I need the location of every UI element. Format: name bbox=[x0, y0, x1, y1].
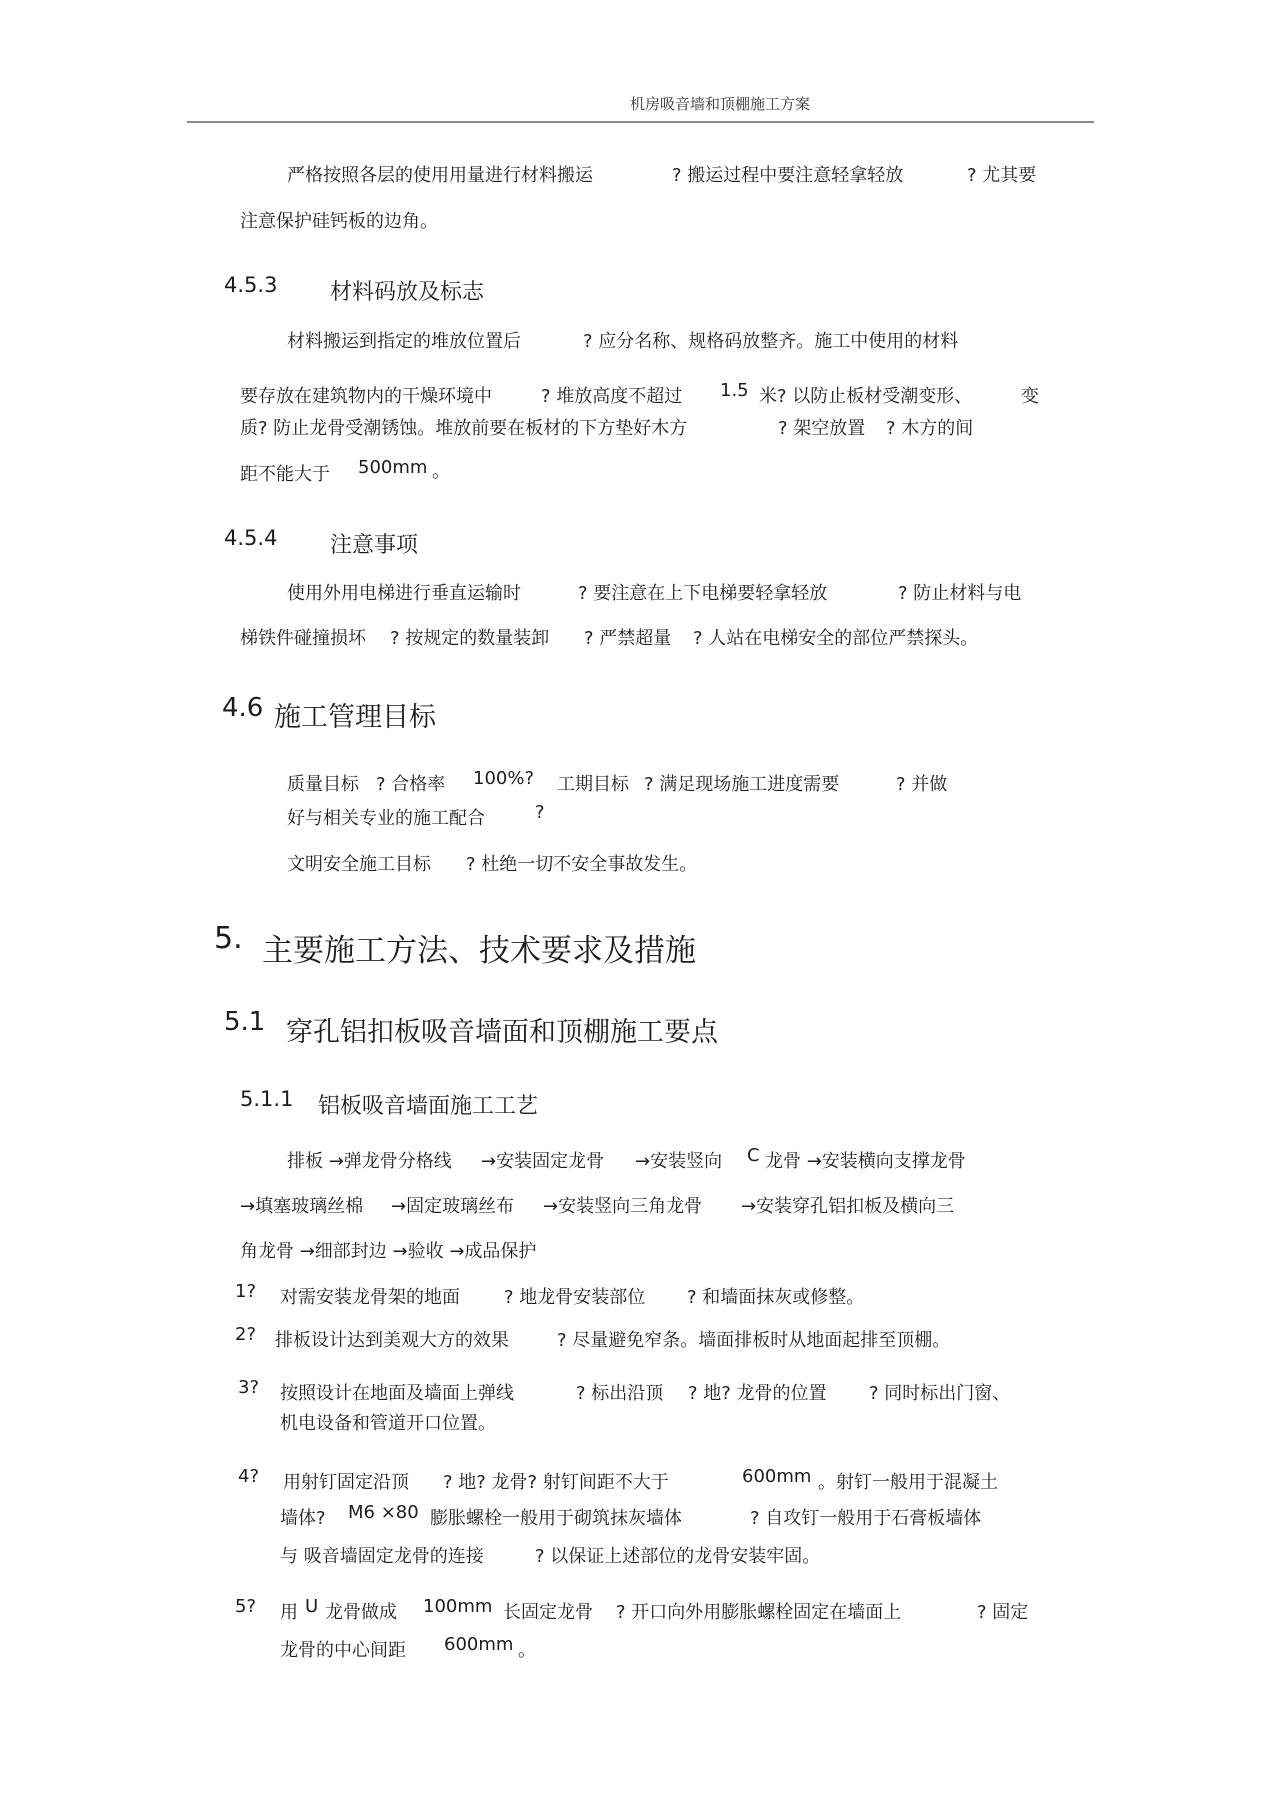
list-item: 600mm bbox=[742, 1466, 812, 1487]
body-text: 使用外用电梯进行垂直运输时 bbox=[287, 583, 521, 604]
process-flow: 龙骨 →安装横向支撑龙骨 bbox=[765, 1151, 966, 1172]
section-heading: 材料码放及标志 bbox=[330, 280, 485, 305]
list-item: 长固定龙骨 bbox=[503, 1602, 593, 1623]
body-text: ? 按规定的数量装卸 bbox=[390, 628, 550, 649]
list-item: 龙骨的中心间距 bbox=[280, 1640, 406, 1661]
section-heading: 注意事项 bbox=[330, 533, 419, 558]
list-item: 对需安装龙骨架的地面 bbox=[280, 1287, 460, 1308]
list-item: 600mm bbox=[444, 1634, 514, 1655]
list-item-number: 4? bbox=[238, 1466, 260, 1487]
body-text: ? 架空放置 bbox=[778, 418, 866, 439]
section-number: 4.5.4 bbox=[224, 526, 278, 550]
body-text: 100%? bbox=[473, 768, 535, 789]
list-item: ? 以保证上述部位的龙骨安装牢固。 bbox=[535, 1546, 821, 1567]
list-item: ? 尽量避免窄条。墙面排板时从地面起排至顶棚。 bbox=[557, 1330, 951, 1351]
body-text: 1.5 bbox=[720, 380, 749, 401]
section-number: 4.6 bbox=[222, 693, 264, 723]
process-flow: →安装竖向三角龙骨 bbox=[543, 1196, 703, 1217]
body-text: ? 尤其要 bbox=[967, 165, 1037, 186]
list-item: 龙骨做成 bbox=[325, 1602, 397, 1623]
body-text: 质量目标 bbox=[287, 774, 359, 795]
body-text: 500mm bbox=[358, 457, 428, 478]
body-text: ? 搬运过程中要注意轻拿轻放 bbox=[672, 165, 904, 186]
list-item: ? 地? 龙骨的位置 bbox=[688, 1383, 827, 1404]
body-text: 好与相关专业的施工配合 bbox=[287, 808, 485, 829]
body-text: ? 应分名称、规格码放整齐。施工中使用的材料 bbox=[583, 331, 959, 352]
process-flow: 排板 →弹龙骨分格线 bbox=[287, 1151, 452, 1172]
list-item: 用 bbox=[280, 1602, 298, 1623]
list-item: ? 开口向外用膨胀螺栓固定在墙面上 bbox=[616, 1602, 902, 1623]
section-number: 5.1 bbox=[224, 1007, 266, 1037]
body-text: 要存放在建筑物内的干燥环境中 bbox=[240, 386, 492, 407]
list-item: 用射钉固定沿顶 bbox=[283, 1472, 409, 1493]
body-text: ? 合格率 bbox=[376, 774, 446, 795]
body-text: 米? 以防止板材受潮变形、 bbox=[759, 386, 973, 407]
list-item: 。 bbox=[518, 1640, 536, 1661]
page-header-title: 机房吸音墙和顶棚施工方案 bbox=[630, 95, 811, 113]
body-text: 变 bbox=[1021, 386, 1039, 407]
list-item: ? 固定 bbox=[977, 1602, 1029, 1623]
list-item: 。射钉一般用于混凝土 bbox=[818, 1472, 998, 1493]
chapter-number: 5. bbox=[214, 921, 243, 956]
body-text: 距不能大于 bbox=[240, 464, 330, 485]
process-flow: 角龙骨 →细部封边 →验收 →成品保护 bbox=[240, 1241, 537, 1262]
body-text: ? 杜绝一切不安全事故发生。 bbox=[466, 854, 698, 875]
body-text: 质? 防止龙骨受潮锈蚀。堆放前要在板材的下方垫好木方 bbox=[240, 418, 688, 439]
chapter-heading: 主要施工方法、技术要求及措施 bbox=[262, 933, 696, 969]
section-number: 4.5.3 bbox=[224, 273, 278, 297]
body-text: ? 堆放高度不超过 bbox=[541, 386, 683, 407]
body-text: ? 防止材料与电 bbox=[898, 583, 1022, 604]
list-item: ? 和墙面抹灰或修整。 bbox=[687, 1287, 865, 1308]
body-text: 工期目标 bbox=[557, 774, 629, 795]
list-item-number: 1? bbox=[235, 1281, 257, 1302]
list-item: 按照设计在地面及墙面上弹线 bbox=[280, 1383, 514, 1404]
process-flow: →固定玻璃丝布 bbox=[391, 1196, 515, 1217]
body-text: ? 并做 bbox=[896, 774, 948, 795]
process-flow: C bbox=[747, 1145, 760, 1166]
process-flow: →安装竖向 bbox=[635, 1151, 723, 1172]
body-text: 严格按照各层的使用用量进行材料搬运 bbox=[287, 165, 593, 186]
list-item: 与 吸音墙固定龙骨的连接 bbox=[280, 1546, 484, 1567]
list-item: ? 同时标出门窗、 bbox=[869, 1383, 1011, 1404]
list-item: ? 标出沿顶 bbox=[576, 1383, 664, 1404]
list-item: U bbox=[305, 1596, 319, 1617]
list-item-number: 2? bbox=[235, 1324, 257, 1345]
body-text: 梯铁件碰撞损坏 bbox=[240, 628, 366, 649]
body-text: 。 bbox=[432, 461, 450, 482]
section-heading: 施工管理目标 bbox=[274, 702, 436, 733]
list-item: 100mm bbox=[423, 1596, 493, 1617]
list-item: ? 自攻钉一般用于石膏板墙体 bbox=[750, 1508, 982, 1529]
list-item: ? 地龙骨安装部位 bbox=[504, 1287, 646, 1308]
body-text: ? 人站在电梯安全的部位严禁探头。 bbox=[693, 628, 979, 649]
section-number: 5.1.1 bbox=[240, 1087, 294, 1111]
process-flow: →安装穿孔铝扣板及横向三 bbox=[741, 1196, 955, 1217]
list-item: ? 地? 龙骨? 射钉间距不大于 bbox=[443, 1472, 669, 1493]
body-text: ? 木方的间 bbox=[886, 418, 974, 439]
body-text: ? 严禁超量 bbox=[584, 628, 672, 649]
body-text: ? bbox=[535, 802, 545, 823]
list-item: 膨胀螺栓一般用于砌筑抹灰墙体 bbox=[430, 1508, 682, 1529]
body-text: ? 要注意在上下电梯要轻拿轻放 bbox=[578, 583, 828, 604]
list-item: 排板设计达到美观大方的效果 bbox=[275, 1330, 509, 1351]
header-divider bbox=[187, 121, 1094, 123]
process-flow: →填塞玻璃丝棉 bbox=[240, 1196, 364, 1217]
body-text: 材料搬运到指定的堆放位置后 bbox=[287, 331, 521, 352]
section-heading: 穿孔铝扣板吸音墙面和顶棚施工要点 bbox=[286, 1017, 718, 1048]
body-text: 注意保护硅钙板的边角。 bbox=[240, 211, 438, 232]
list-item-number: 5? bbox=[235, 1596, 257, 1617]
body-text: 文明安全施工目标 bbox=[287, 854, 431, 875]
section-heading: 铝板吸音墙面施工工艺 bbox=[318, 1094, 539, 1119]
list-item: 墙体? bbox=[280, 1508, 326, 1529]
process-flow: →安装固定龙骨 bbox=[481, 1151, 605, 1172]
list-item-number: 3? bbox=[238, 1377, 260, 1398]
body-text: ? 满足现场施工进度需要 bbox=[644, 774, 840, 795]
list-item: M6 ×80 bbox=[348, 1502, 419, 1523]
list-item: 机电设备和管道开口位置。 bbox=[280, 1413, 496, 1434]
